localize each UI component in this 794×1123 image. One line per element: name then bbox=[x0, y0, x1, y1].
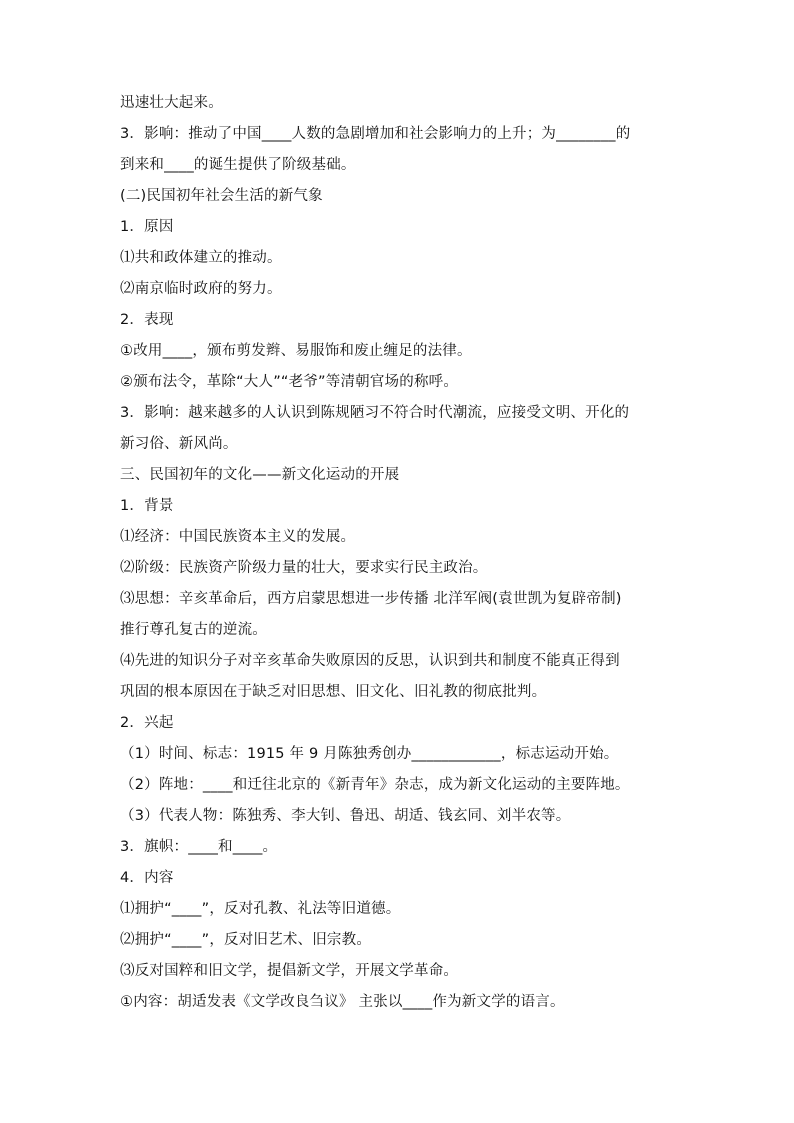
text-line: ⑷先进的知识分子对辛亥革命失败原因的反思，认识到共和制度不能真正得到 bbox=[120, 653, 620, 669]
text-line: （1）时间、标志：1915 年 9 月陈独秀创办____________，标志运动开始。 bbox=[120, 746, 619, 762]
subsection-heading: 1．背景 bbox=[120, 498, 174, 514]
text-line: ⑵拥护“____”，反对旧艺术、旧宗教。 bbox=[120, 932, 372, 948]
subsection-heading: 1．原因 bbox=[120, 219, 174, 235]
text-line: 3．影响：越来越多的人认识到陈规陋习不符合时代潮流，应接受文明、开化的 bbox=[120, 405, 630, 421]
text-line: （2）阵地：____和迁往北京的《新青年》杂志，成为新文化运动的主要阵地。 bbox=[120, 777, 630, 793]
text-line: 3．影响：推动了中国____人数的急剧增加和社会影响力的上升；为________的 bbox=[120, 126, 631, 142]
text-line: 新习俗、新风尚。 bbox=[120, 436, 238, 452]
text-line: （3）代表人物：陈独秀、李大钊、鲁迅、胡适、钱玄同、刘半农等。 bbox=[120, 808, 571, 824]
text-line: 迅速壮大起来。 bbox=[120, 95, 223, 111]
section-heading: 三、民国初年的文化——新文化运动的开展 bbox=[120, 467, 400, 483]
text-line: 巩固的根本原因在于缺乏对旧思想、旧文化、旧礼教的彻底批判。 bbox=[120, 684, 547, 700]
text-line: ⑵南京临时政府的努力。 bbox=[120, 281, 282, 297]
text-line: ⑶思想：辛亥革命后，西方启蒙思想进一步传播 北洋军阀(袁世凯为复辟帝制) bbox=[120, 591, 622, 607]
text-line: ⑶反对国粹和旧文学，提倡新文学，开展文学革命。 bbox=[120, 963, 459, 979]
subsection-heading: 2．兴起 bbox=[120, 715, 174, 731]
text-line: 推行尊孔复古的逆流。 bbox=[120, 622, 267, 638]
subsection-heading: 2．表现 bbox=[120, 312, 174, 328]
document-body bbox=[120, 88, 680, 1018]
text-line: ①改用____，颁布剪发辫、易服饰和废止缠足的法律。 bbox=[120, 343, 472, 359]
text-line: ①内容：胡适发表《文学改良刍议》 主张以____作为新文学的语言。 bbox=[120, 994, 565, 1010]
text-line: 到来和____的诞生提供了阶级基础。 bbox=[120, 157, 356, 173]
text-line: ⑴共和政体建立的推动。 bbox=[120, 250, 282, 266]
text-line: ⑵阶级：民族资产阶级力量的壮大，要求实行民主政治。 bbox=[120, 560, 488, 576]
text-line: ⑴经济：中国民族资本主义的发展。 bbox=[120, 529, 356, 545]
subsection-heading: 4．内容 bbox=[120, 870, 174, 886]
text-line: ⑴拥护“____”，反对孔教、礼法等旧道德。 bbox=[120, 901, 401, 917]
subsection-heading: 3．旗帜：____和____。 bbox=[120, 839, 278, 855]
section-heading: (二)民国初年社会生活的新气象 bbox=[120, 188, 323, 204]
text-line: ②颁布法令，革除“大人”“老爷”等清朝官场的称呼。 bbox=[120, 374, 459, 390]
